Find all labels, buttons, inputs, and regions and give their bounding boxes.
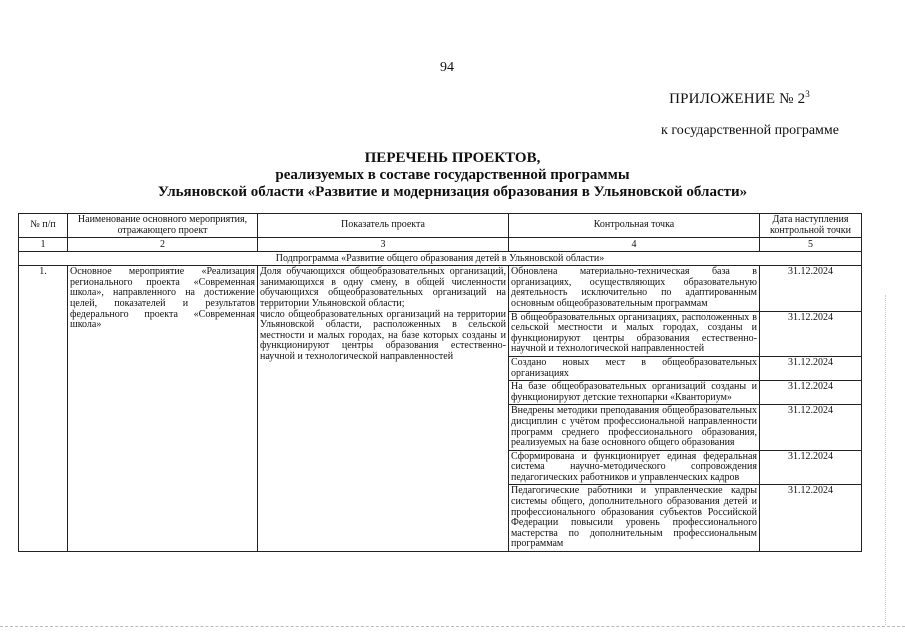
title-line-1: ПЕРЕЧЕНЬ ПРОЕКТОВ,: [364, 150, 541, 166]
page-cut-line: [0, 626, 905, 627]
checkpoint-cell: Создано новых мест в общеобразовательных организациях: [509, 356, 760, 380]
scan-edge-line: [885, 295, 886, 625]
header-num: № п/п: [19, 214, 68, 238]
title-line-3: Ульяновской области «Развитие и модернизация образования в Ульяновской области»: [157, 184, 748, 200]
checkpoint-date: 31.12.2024: [760, 485, 862, 552]
checkpoint-cell: Педагогические работники и управленческие кадры системы общего, дополнительного образования детей и профессионального образования субъектов Российской Федерации повысили уровень профессионального мастерства по дополнительным профессиональным программам: [509, 485, 760, 552]
col-number: 5: [760, 238, 862, 252]
header-checkpoint: Контрольная точка: [509, 214, 760, 238]
subprogram-row: [19, 252, 862, 266]
checkpoint-date: 31.12.2024: [760, 405, 862, 450]
appendix-label: [669, 89, 810, 108]
col-number: 2: [68, 238, 258, 252]
header-date: Дата наступления контрольной точки: [760, 214, 862, 238]
program-reference: к государственной программе: [661, 123, 839, 138]
projects-table: [18, 213, 862, 552]
checkpoint-date: 31.12.2024: [760, 450, 862, 485]
header-indicator: Показатель проекта: [258, 214, 509, 238]
table-row: [19, 266, 862, 311]
document-title: [0, 150, 905, 201]
checkpoint-date: 31.12.2024: [760, 356, 862, 380]
checkpoint-date: 31.12.2024: [760, 266, 862, 311]
header-row: [19, 214, 862, 238]
indicator-text-1: Доля обучающихся общеобразовательных организаций, занимающихся в одну смену, в общей численности обучающихся общеобразовательных организаций на территории Ульяновской области;: [260, 266, 506, 309]
checkpoint-cell: В общеобразовательных организациях, расположенных в сельской местности и малых городах, созданы и функционируют центры образования естественно-научной и технологической направленностей: [509, 311, 760, 356]
checkpoint-cell: Сформирована и функционирует единая федеральная система научно-методического сопровождения педагогических работников и управленческих кадров: [509, 450, 760, 485]
title-line-2: реализуемых в составе государственной программы: [275, 167, 630, 183]
page-number: 94: [440, 60, 454, 75]
checkpoint-date: 31.12.2024: [760, 381, 862, 405]
row-number: 1.: [19, 266, 68, 552]
col-number: 4: [509, 238, 760, 252]
indicator-cell: [258, 266, 509, 552]
appendix-superscript: 3: [805, 89, 810, 99]
indicator-text-2: число общеобразовательных организаций на территории Ульяновской области, расположенных в сельской местности и малых городах, на базе которых созданы и функционируют центры образования естественно-научной и технологической направленностей: [260, 308, 506, 362]
header-activity: Наименование основного мероприятия, отражающего проект: [68, 214, 258, 238]
checkpoint-cell: Внедрены методики преподавания общеобразовательных дисциплин с учётом профессиональной направленности программ среднего профессионального образования, реализуемых на базе основного общего образования: [509, 405, 760, 450]
activity-cell: Основное мероприятие «Реализация регионального проекта «Современная школа», направленного на достижение целей, показателей и результатов федерального проекта «Современная школа»: [68, 266, 258, 552]
col-number: 1: [19, 238, 68, 252]
appendix-text: ПРИЛОЖЕНИЕ № 2: [669, 91, 806, 107]
checkpoint-cell: На базе общеобразовательных организаций созданы и функционируют детские технопарки «Кванториум»: [509, 381, 760, 405]
subprogram-title: Подпрограмма «Развитие общего образования детей в Ульяновской области»: [19, 252, 862, 266]
checkpoint-date: 31.12.2024: [760, 311, 862, 356]
column-numbers-row: [19, 238, 862, 252]
checkpoint-cell: Обновлена материально-техническая база в организациях, осуществляющих образовательную деятельность исключительно по адаптированным основным общеобразовательным программам: [509, 266, 760, 311]
col-number: 3: [258, 238, 509, 252]
